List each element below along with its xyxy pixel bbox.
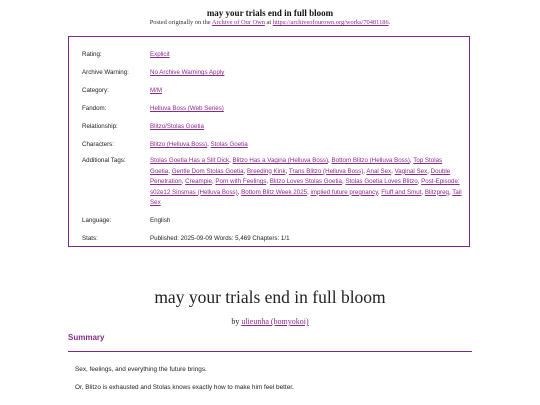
tag-link[interactable]: Blitzo (Helluva Boss) — [150, 141, 208, 148]
tag-separator: , — [211, 178, 216, 186]
tag-link[interactable]: Stolas Goetia — [210, 141, 248, 148]
tag-link[interactable]: M/M — [150, 87, 163, 94]
meta-row-rating — [82, 50, 462, 61]
meta-row-category — [82, 86, 462, 97]
archive-link[interactable]: Archive of Our Own — [211, 19, 265, 26]
tag-separator: , — [243, 167, 248, 175]
meta-value — [150, 104, 462, 115]
meta-row-warning — [82, 68, 462, 79]
tag-link[interactable]: Gentle Dom Stolas Goetia — [171, 167, 244, 175]
work-title-header: may your trials end in full bloom — [206, 8, 334, 18]
summary-divider — [68, 351, 472, 352]
meta-value — [150, 50, 462, 61]
tag-link[interactable]: Fluff and Smut — [381, 188, 422, 196]
tag-link[interactable]: Bottom Blitzo (Helluva Boss) — [331, 157, 410, 164]
meta-row-characters — [82, 140, 462, 151]
tag-separator: , — [341, 178, 346, 186]
meta-label: Additional Tags: — [82, 157, 126, 164]
metadata-box — [68, 36, 470, 247]
meta-row-fandom — [82, 104, 462, 115]
posted-period: . — [388, 19, 391, 26]
tag-separator: , — [266, 178, 270, 186]
posted-prefix: Posted originally on the — [149, 19, 212, 26]
tag-separator: , — [448, 188, 453, 196]
byline — [0, 317, 540, 326]
tag-separator: , — [421, 188, 425, 196]
meta-label: Archive Warning: — [82, 69, 129, 76]
tag-link[interactable]: Top Stolas Goetia — [150, 157, 443, 175]
tag-link[interactable]: Vaginal Sex — [394, 167, 428, 175]
tag-link[interactable]: Blitzo Loves Stolas Goetia — [269, 178, 342, 186]
meta-label: Characters: — [82, 141, 114, 148]
meta-value — [150, 86, 462, 97]
meta-row-relationship — [82, 122, 462, 133]
meta-value: English — [150, 217, 171, 224]
meta-label: Category: — [82, 87, 109, 94]
meta-label: Rating: — [82, 51, 102, 58]
posted-at: at — [264, 19, 273, 26]
tag-link[interactable]: Porn with Feelings — [215, 178, 267, 186]
tag-link[interactable]: Blitzpreg — [424, 188, 449, 196]
meta-label: Fandom: — [82, 105, 107, 112]
tag-link[interactable]: No Archive Warnings Apply — [150, 69, 225, 76]
tag-link[interactable]: implied future pregnancy — [310, 188, 378, 196]
byline-prefix: by — [231, 317, 242, 326]
tag-link[interactable]: Creampie — [185, 178, 212, 186]
tag-link[interactable]: Bottom Blitz Week 2025 — [241, 188, 308, 196]
meta-row-additional-tags — [82, 156, 462, 209]
tag-link[interactable]: Blitzo/Stolas Goetia — [150, 123, 204, 130]
tag-link[interactable]: Tail Sex — [150, 188, 462, 207]
tag-separator: , — [168, 167, 172, 175]
tag-separator: , — [363, 167, 367, 175]
tag-link[interactable]: Double Penetration — [150, 167, 451, 186]
tag-separator: , — [377, 188, 382, 196]
tag-separator: , — [285, 167, 289, 175]
meta-value — [150, 140, 462, 151]
tag-separator: , — [181, 178, 186, 186]
work-url-link[interactable]: https://archiveofourown.org/works/70481186 — [272, 19, 389, 26]
tag-separator: , — [307, 188, 311, 196]
posted-line — [0, 19, 540, 26]
tag-separator: , — [237, 188, 242, 196]
tag-separator: , — [328, 157, 332, 164]
meta-value — [150, 122, 462, 133]
tag-link[interactable]: Helluva Boss (Web Series) — [150, 105, 224, 112]
tag-separator: , — [391, 167, 395, 175]
tag-separator: , — [229, 157, 233, 164]
tag-link[interactable]: Blitzo Has a Vagina (Helluva Boss) — [232, 157, 329, 164]
tag-separator: , — [427, 167, 431, 175]
tag-link[interactable]: Post-Episode: s02e12 Sinsmas (Helluva Boss) — [150, 178, 460, 196]
tag-separator: , — [409, 157, 414, 164]
meta-label: Relationship: — [82, 123, 118, 130]
tag-link[interactable]: Trans Blitzo (Helluva Boss) — [288, 167, 364, 175]
summary-paragraph: Or, Blitzo is exhausted and Stolas knows exactly how to make him feel better. — [75, 384, 294, 391]
summary-heading: Summary — [68, 333, 105, 342]
tag-link[interactable]: Breeding Kink — [247, 167, 286, 175]
summary-paragraph: Sex, feelings, and everything the future brings. — [75, 366, 207, 373]
tag-link[interactable]: Stolas Goetia Loves Blitzo — [345, 178, 418, 186]
story-title: may your trials end in full bloom — [154, 287, 386, 307]
tag-separator: , — [417, 178, 422, 186]
meta-label: Stats: — [82, 235, 98, 242]
meta-row-stats — [82, 234, 462, 245]
meta-value — [150, 156, 462, 209]
author-link[interactable]: ulieunha (bomyokoi) — [241, 317, 309, 326]
tag-link[interactable]: Explicit — [150, 51, 170, 58]
meta-row-language — [82, 216, 462, 227]
tag-link[interactable]: Stolas Goetia Has a Slit Dick — [150, 157, 230, 164]
tag-separator: , — [207, 141, 211, 148]
meta-value — [150, 68, 462, 79]
meta-label: Language: — [82, 217, 112, 224]
tag-link[interactable]: Anal Sex — [366, 167, 392, 175]
meta-value: Published: 2025-09-09 Words: 5,469 Chapters: 1/1 — [150, 235, 290, 242]
